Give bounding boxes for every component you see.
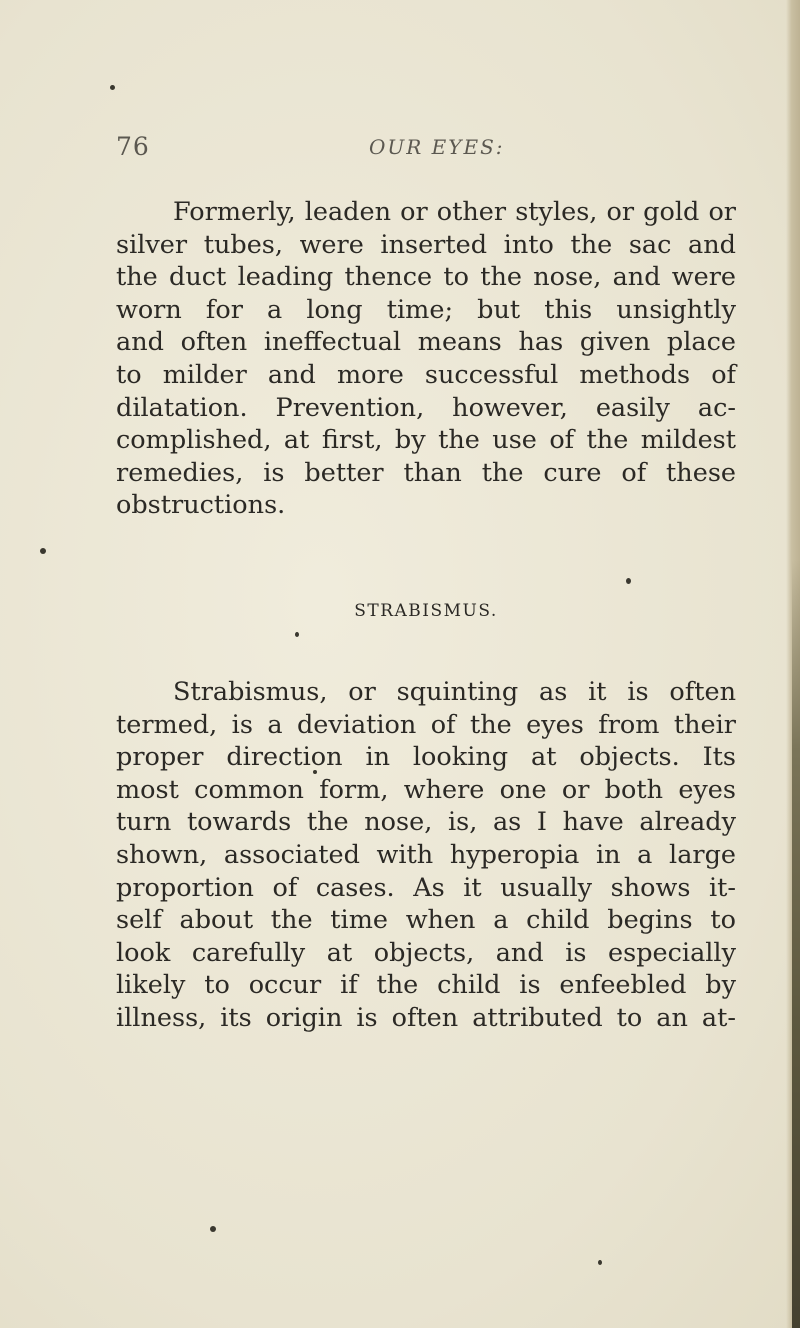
text-line: most common form, where one or both eyes [116,774,736,805]
text-line: silver tubes, were inserted into the sac and [116,229,736,260]
section-heading: STRABISMUS. [354,601,498,621]
ink-speck [210,1226,216,1232]
page-edge-shadow [792,560,800,1328]
text-line: likely to occur if the child is enfeebled by [116,970,736,1001]
text-line: termed, is a deviation of the eyes from their [116,709,736,740]
paragraph-strabismus [116,676,736,1035]
ink-speck [110,85,115,90]
paragraph-lacrimal [116,196,736,522]
text-line: Formerly, leaden or other styles, or gold or [173,197,736,227]
running-head [116,132,536,162]
text-line: to milder and more successful methods of [116,359,736,390]
text-line: illness, its origin is often attributed to an at- [116,1002,736,1033]
text-line: Strabismus, or squinting as it is often [173,677,736,707]
ink-speck [598,1260,602,1265]
text-line: worn for a long time; but this unsightly [116,294,736,325]
running-title: OUR EYES: [369,135,505,159]
text-line: remedies, is better than the cure of these [116,457,736,488]
ink-speck [626,578,631,584]
page-number: 76 [116,132,150,161]
text-line: proper direction in looking at objects. Its [116,742,736,773]
text-line: turn towards the nose, is, as I have already [116,807,736,838]
text-line: obstructions. [116,490,286,521]
text-line: and often ineffectual means has given place [116,327,736,358]
ink-speck [40,548,46,554]
text-line: look carefully at objects, and is especially [116,937,736,968]
text-line: complished, at first, by the use of the mildest [116,425,736,456]
text-line: the duct leading thence to the nose, and were [116,262,736,293]
text-line: shown, associated with hyperopia in a large [116,839,736,870]
text-line: self about the time when a child begins to [116,905,736,936]
text-line: proportion of cases. As it usually shows it- [116,872,736,903]
text-line: dilatation. Prevention, however, easily ac- [116,392,736,423]
ink-speck [295,632,299,637]
